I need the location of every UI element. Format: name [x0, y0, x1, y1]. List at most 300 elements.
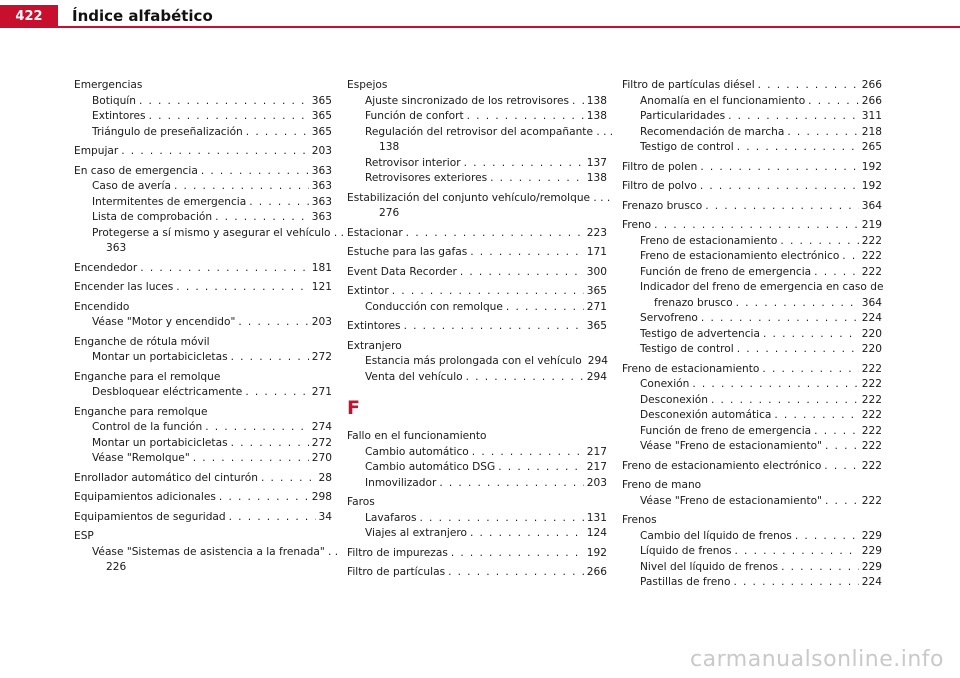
index-entry	[347, 339, 607, 355]
entry-label: Indicador del freno de emergencia en caso de	[640, 281, 884, 293]
entry-label: Regulación del retrovisor del acompañante . . .	[365, 125, 614, 138]
index-subentry	[347, 109, 607, 125]
index-entry	[622, 78, 882, 94]
index-subentry	[622, 265, 882, 281]
index-subentry	[74, 451, 332, 467]
page-reference: 271	[311, 386, 332, 398]
entry-label: Retrovisor interior	[365, 156, 461, 169]
index-subentry	[74, 109, 332, 125]
index-subentry	[622, 560, 882, 576]
page-reference: 192	[861, 180, 882, 192]
entry-label: Freno de estacionamiento	[622, 362, 760, 375]
index-entry	[347, 565, 607, 581]
index-subentry	[622, 529, 882, 545]
entry-label: Encender las luces	[74, 281, 174, 293]
entry-label: Freno de estacionamiento electrónico	[622, 459, 822, 472]
entry-label: Emergencias	[74, 79, 143, 91]
page-header	[0, 0, 960, 30]
entry-label: Extintores	[347, 320, 401, 332]
entry-label: Líquido de frenos	[640, 545, 732, 557]
page-reference: 222	[861, 424, 882, 437]
page-reference: 131	[586, 511, 607, 524]
index-entry	[74, 335, 332, 351]
index-subentry	[74, 210, 332, 226]
entry-label: Cambio automático	[365, 445, 469, 458]
page-reference: 203	[311, 316, 332, 328]
entry-label: Lista de comprobación	[92, 211, 213, 223]
index-entry	[622, 218, 882, 234]
page-reference: 219	[861, 219, 882, 231]
entry-label: Retrovisores exteriores	[365, 172, 488, 184]
entry-label: Enganche de rótula móvil	[74, 335, 210, 348]
page-reference: 138	[586, 94, 607, 107]
index-column-1	[74, 78, 344, 576]
entry-label: Montar un portabicicletas	[92, 351, 228, 363]
entry-label: Véase "Sistemas de asistencia a la frenada" . .	[92, 545, 339, 558]
page-reference: 272	[311, 436, 332, 449]
index-subentry	[74, 350, 332, 366]
page-reference: 365	[586, 320, 607, 332]
index-entry	[622, 199, 882, 215]
entry-label: Caso de avería	[92, 180, 171, 192]
index-entry	[74, 405, 332, 421]
entry-label: Véase "Freno de estacionamiento"	[640, 440, 822, 452]
leader-dots	[404, 319, 584, 335]
leader-dots	[737, 342, 859, 358]
index-column-2	[347, 78, 614, 581]
entry-label: Testigo de control	[640, 141, 734, 153]
page-reference: 229	[861, 529, 882, 542]
leader-dots	[692, 377, 858, 393]
index-entry	[622, 160, 882, 176]
page-reference: 222	[861, 494, 882, 507]
page-reference: 220	[861, 327, 882, 340]
index-entry	[74, 510, 332, 526]
index-subentry	[347, 140, 607, 156]
entry-label: Venta del vehículo	[365, 370, 463, 383]
entry-label: Estancia más prolongada con el vehículo	[365, 355, 582, 367]
page-reference: 220	[861, 343, 882, 355]
entry-label: Enrollador automático del cinturón	[74, 471, 258, 484]
page-reference: 364	[861, 199, 882, 212]
page-reference: 222	[861, 459, 882, 472]
index-entry	[74, 300, 332, 316]
leader-dots	[472, 445, 584, 461]
leader-dots	[735, 544, 859, 560]
entry-label: Filtro de polen	[622, 160, 698, 173]
entry-label: Frenazo brusco	[622, 199, 703, 212]
page-reference: 363	[311, 195, 332, 208]
leader-dots	[498, 460, 584, 476]
entry-label: Enganche para remolque	[74, 405, 208, 418]
entry-label: Testigo de advertencia	[640, 327, 760, 340]
index-subentry	[74, 195, 332, 211]
entry-label: Lavafaros	[365, 511, 417, 524]
leader-dots	[763, 327, 859, 343]
index-entry	[74, 471, 332, 487]
index-subentry	[347, 300, 607, 316]
page-reference: 171	[586, 246, 607, 258]
index-subentry	[74, 436, 332, 452]
index-entry	[622, 478, 882, 494]
page-number: 422	[0, 5, 58, 27]
index-subentry	[622, 377, 882, 393]
header-divider	[0, 26, 960, 28]
index-entry	[74, 370, 332, 386]
index-subentry	[622, 94, 882, 110]
page-reference: 365	[311, 94, 332, 107]
leader-dots	[470, 526, 584, 542]
leader-dots	[814, 424, 859, 440]
index-entry	[622, 513, 882, 529]
index-entry	[347, 191, 611, 207]
index-subentry	[74, 420, 332, 436]
page-reference: 294	[586, 370, 607, 383]
leader-dots	[470, 245, 584, 261]
index-subentry	[74, 545, 339, 561]
entry-label: Véase "Remolque"	[92, 452, 190, 464]
entry-label: En caso de emergencia	[74, 164, 198, 177]
leader-dots	[825, 439, 859, 455]
index-subentry	[622, 408, 882, 424]
index-entry	[74, 261, 332, 277]
index-subentry	[347, 445, 607, 461]
leader-dots	[711, 393, 859, 409]
index-subentry	[74, 241, 332, 257]
entry-label: Cambio del líquido de frenos	[640, 529, 792, 542]
index-entry	[622, 362, 882, 378]
leader-dots	[781, 560, 859, 576]
entry-label: Freno de mano	[622, 479, 702, 491]
entry-label: Botiquín	[92, 94, 136, 107]
index-entry	[347, 265, 607, 281]
page-reference: 222	[861, 250, 882, 262]
index-subentry	[622, 439, 882, 455]
entry-label: Control de la función	[92, 421, 203, 433]
leader-dots	[139, 94, 309, 110]
entry-label: Espejos	[347, 79, 388, 91]
index-entry	[347, 284, 607, 300]
page-reference: 224	[861, 576, 882, 588]
page-reference: 181	[311, 261, 332, 274]
leader-dots	[787, 125, 858, 141]
index-subentry	[74, 560, 332, 576]
leader-dots	[193, 451, 309, 467]
leader-dots	[733, 575, 858, 591]
index-subentry	[622, 393, 882, 409]
leader-dots	[654, 218, 859, 234]
page-reference: 365	[311, 110, 332, 122]
index-subentry	[74, 226, 344, 242]
page-reference: 224	[861, 312, 882, 324]
leader-dots	[737, 140, 859, 156]
entry-label: Estuche para las gafas	[347, 246, 468, 258]
leader-dots	[701, 311, 859, 327]
index-subentry	[347, 476, 607, 492]
index-subentry	[622, 249, 882, 265]
leader-dots	[140, 261, 308, 277]
page-reference: 365	[311, 125, 332, 138]
index-entry	[347, 546, 607, 562]
entry-label: Enganche para el remolque	[74, 370, 221, 383]
leader-dots	[245, 385, 308, 401]
leader-dots	[219, 490, 309, 506]
entry-label: Servofreno	[640, 312, 698, 324]
page-reference: 270	[311, 452, 332, 464]
leader-dots	[439, 476, 583, 492]
index-subentry	[622, 140, 882, 156]
entry-label: Faros	[347, 496, 375, 508]
entry-label: Filtro de partículas diésel	[622, 79, 755, 91]
entry-label: Freno de estacionamiento	[640, 234, 778, 247]
page-reference: 222	[861, 234, 882, 247]
entry-label: Empujar	[74, 145, 119, 157]
leader-dots	[121, 144, 309, 160]
entry-label: Extintor	[347, 285, 389, 297]
entry-label: Freno	[622, 219, 652, 231]
leader-dots	[229, 510, 316, 526]
entry-label: Función de confort	[365, 110, 464, 122]
leader-dots	[795, 529, 859, 545]
page-reference: 294	[587, 355, 609, 367]
leader-dots	[261, 471, 316, 487]
page-reference: 218	[861, 125, 882, 138]
entry-label: Estacionar	[347, 226, 403, 239]
leader-dots	[174, 179, 309, 195]
page-reference: 229	[861, 560, 882, 573]
index-entry	[347, 245, 607, 261]
entry-label: Función de freno de emergencia	[640, 424, 812, 437]
index-subentry	[622, 125, 882, 141]
page-reference: 222	[861, 409, 882, 421]
entry-label: Freno de estacionamiento electrónico	[640, 250, 840, 262]
leader-dots	[201, 164, 309, 180]
entry-label: Protegerse a sí mismo y asegurar el vehículo . .	[92, 226, 344, 239]
page-reference: 364	[861, 296, 882, 309]
page-reference: 138	[586, 110, 607, 122]
index-entry	[347, 319, 607, 335]
leader-dots	[176, 280, 308, 296]
index-subentry	[347, 354, 607, 370]
page-reference: 138	[586, 172, 607, 184]
entry-label: Véase "Motor y encendido"	[92, 316, 236, 328]
index-subentry	[74, 125, 332, 141]
entry-label: 226	[106, 561, 127, 573]
page-reference: 203	[311, 145, 332, 157]
index-subentry	[622, 234, 882, 250]
page-reference: 229	[861, 545, 882, 557]
entry-label: Nivel del líquido de frenos	[640, 560, 779, 573]
index-subentry	[74, 179, 332, 195]
page-reference: 365	[586, 285, 607, 297]
entry-label: frenazo brusco	[654, 296, 733, 309]
leader-dots	[700, 179, 859, 195]
leader-dots	[814, 265, 859, 281]
page-reference: 363	[311, 180, 332, 192]
leader-dots	[825, 494, 859, 510]
leader-dots	[464, 156, 584, 172]
leader-dots	[490, 171, 584, 187]
leader-dots	[406, 226, 584, 242]
entry-label: 276	[379, 207, 400, 219]
page-reference: 274	[311, 421, 332, 433]
leader-dots	[205, 420, 309, 436]
entry-label: Particularidades	[640, 110, 726, 122]
entry-label: Extranjero	[347, 339, 402, 352]
index-subentry	[74, 94, 332, 110]
entry-label: 138	[379, 141, 400, 153]
leader-dots	[238, 315, 308, 331]
leader-dots	[231, 436, 309, 452]
index-entry	[622, 179, 882, 195]
index-entry	[74, 78, 332, 94]
entry-label: Intermitentes de emergencia	[92, 195, 247, 208]
page-reference: 222	[861, 378, 882, 390]
leader-dots	[705, 199, 859, 215]
index-subentry	[622, 109, 882, 125]
page-reference: 121	[311, 281, 332, 293]
entry-label: Conexión	[640, 378, 690, 390]
page-reference: 265	[861, 141, 882, 153]
index-subentry	[347, 526, 607, 542]
page-reference: 222	[861, 362, 882, 375]
index-subentry	[622, 494, 882, 510]
watermark: carmanualsonline.info	[690, 647, 944, 672]
index-subentry	[622, 296, 882, 312]
entry-label: Anomalía en el funcionamiento	[640, 94, 806, 107]
entry-label: Triángulo de preseñalización	[92, 125, 243, 138]
page-reference: 266	[861, 79, 882, 91]
entry-label: Recomendación de marcha	[640, 125, 785, 138]
leader-dots	[808, 94, 859, 110]
entry-label: ESP	[74, 530, 94, 542]
index-entry	[347, 78, 607, 94]
index-subentry	[74, 315, 332, 331]
index-entry	[347, 429, 607, 445]
index-subentry	[347, 125, 614, 141]
entry-label: Frenos	[622, 514, 657, 526]
page-reference: 271	[586, 300, 607, 313]
index-subentry	[347, 206, 607, 222]
leader-dots	[451, 546, 584, 562]
index-subentry	[622, 575, 882, 591]
entry-label: Función de freno de emergencia	[640, 265, 812, 278]
index-subentry	[622, 342, 882, 358]
leader-dots	[506, 300, 584, 316]
leader-dots	[448, 565, 584, 581]
page-reference: 298	[311, 491, 332, 503]
index-subentry	[347, 156, 607, 172]
entry-label: Ajuste sincronizado de los retrovisores	[365, 94, 570, 107]
entry-label: Pastillas de freno	[640, 576, 731, 588]
leader-dots	[420, 511, 584, 527]
index-entry	[622, 459, 882, 475]
entry-label: Desbloquear eléctricamente	[92, 386, 243, 398]
entry-label: Desconexión automática	[640, 409, 772, 421]
index-entry	[74, 280, 332, 296]
entry-label: Testigo de control	[640, 343, 734, 355]
index-subentry	[347, 511, 607, 527]
entry-label: Desconexión	[640, 393, 708, 406]
page-reference: 222	[861, 440, 882, 452]
index-subentry	[622, 544, 882, 560]
leader-dots	[467, 109, 584, 125]
leader-dots	[392, 284, 584, 300]
page-reference: 137	[586, 156, 607, 169]
entry-label: Véase "Freno de estacionamiento"	[640, 494, 822, 507]
page-reference: 217	[586, 445, 607, 458]
page-reference: 222	[861, 265, 882, 278]
leader-dots	[780, 234, 858, 250]
entry-label: Filtro de impurezas	[347, 546, 448, 559]
index-subentry	[74, 385, 332, 401]
page-reference: 222	[861, 393, 882, 406]
index-subentry	[622, 424, 882, 440]
page-reference: 363	[311, 211, 332, 223]
leader-dots	[246, 125, 309, 141]
page-reference: 266	[586, 566, 607, 578]
page-reference: 311	[861, 110, 882, 122]
page-title: Índice alfabético	[72, 7, 213, 25]
entry-label: Viajes al extranjero	[365, 527, 467, 539]
entry-label: Event Data Recorder	[347, 265, 457, 278]
page-reference: 272	[311, 351, 332, 363]
leader-dots	[466, 370, 584, 386]
entry-label: Filtro de partículas	[347, 566, 446, 578]
entry-label: Filtro de polvo	[622, 180, 697, 192]
leader-dots	[215, 210, 309, 226]
leader-dots	[774, 408, 858, 424]
page-reference: 28	[318, 471, 332, 484]
leader-dots	[700, 160, 858, 176]
leader-dots	[460, 265, 584, 281]
index-entry	[347, 495, 607, 511]
page-reference: 266	[861, 94, 882, 107]
entry-label: Conducción con remolque	[365, 300, 503, 313]
page-reference: 34	[318, 510, 332, 523]
entry-label: Cambio automático DSG	[365, 461, 496, 473]
leader-dots	[231, 350, 309, 366]
index-entry	[74, 490, 332, 506]
leader-dots	[572, 94, 584, 110]
page-reference: 192	[586, 546, 607, 559]
page-reference: 217	[586, 461, 607, 473]
leader-dots	[762, 362, 858, 378]
entry-label: Estabilización del conjunto vehículo/remolque . . .	[347, 191, 611, 204]
index-subentry	[622, 327, 882, 343]
entry-label: Encendido	[74, 300, 130, 313]
entry-label: 363	[106, 242, 127, 254]
section-letter: F	[347, 397, 360, 419]
entry-label: Equipamientos de seguridad	[74, 510, 226, 523]
index-subentry	[347, 460, 607, 476]
page-reference: 363	[311, 164, 332, 177]
entry-label: Equipamientos adicionales	[74, 491, 216, 503]
page-reference: 300	[586, 265, 607, 278]
index-subentry	[622, 311, 882, 327]
index-subentry	[347, 171, 607, 187]
leader-dots	[728, 109, 859, 125]
index-subentry	[622, 280, 882, 296]
entry-label: Inmovilizador	[365, 476, 437, 489]
entry-label: Montar un portabicicletas	[92, 436, 228, 449]
index-column-3	[622, 78, 882, 591]
entry-label: Encendedor	[74, 261, 138, 274]
leader-dots	[149, 109, 309, 125]
page-reference: 192	[861, 160, 882, 173]
page-reference: 203	[586, 476, 607, 489]
leader-dots	[842, 249, 858, 265]
